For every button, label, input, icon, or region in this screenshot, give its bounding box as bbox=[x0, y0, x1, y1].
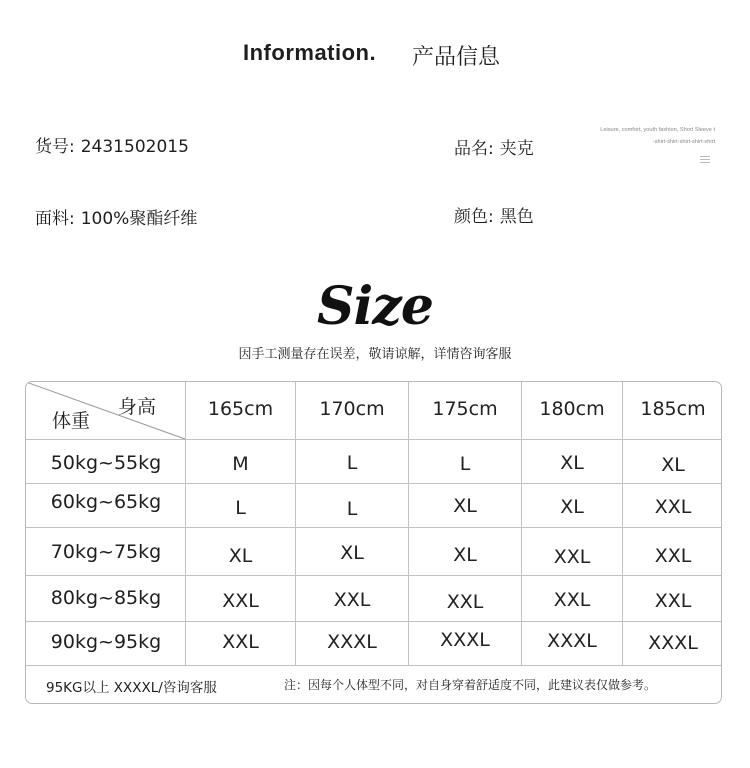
size-cell: XL bbox=[453, 495, 477, 517]
corner-height-label: 身高 bbox=[118, 396, 157, 418]
weight-label: 80kg~85kg bbox=[50, 587, 162, 609]
info-item-fabric bbox=[35, 204, 197, 229]
size-cell: XXL bbox=[654, 545, 692, 567]
list-icon bbox=[700, 156, 710, 166]
grid-line bbox=[26, 527, 722, 528]
height-header: 185cm bbox=[640, 398, 706, 420]
size-cell: M bbox=[232, 453, 249, 475]
grid-line bbox=[408, 382, 409, 665]
size-cell: XXXL bbox=[648, 632, 698, 654]
title-english: Information. bbox=[243, 40, 377, 65]
name-label: 品名: bbox=[454, 139, 494, 159]
table-footer-note-left: 95KG以上 XXXXL/咨询客服 bbox=[46, 680, 217, 696]
corner-weight-label: 体重 bbox=[52, 410, 91, 432]
tagline-line-2: -shirt-shirt-shirt-shirt-shirt bbox=[652, 139, 715, 145]
size-cell: XXL bbox=[553, 546, 591, 568]
size-subnote: 因手工测量存在误差，敬请谅解，详情咨询客服 bbox=[238, 347, 512, 362]
weight-label: 60kg~65kg bbox=[50, 491, 162, 513]
grid-line bbox=[26, 483, 722, 484]
height-header: 175cm bbox=[432, 398, 498, 420]
grid-line bbox=[26, 665, 722, 666]
fabric-label: 面料: bbox=[35, 209, 75, 229]
corner-diagonal bbox=[26, 382, 186, 440]
weight-label: 90kg~95kg bbox=[50, 631, 162, 653]
size-cell: XXL bbox=[553, 589, 591, 611]
grid-line bbox=[295, 382, 296, 665]
weight-label: 70kg~75kg bbox=[50, 541, 162, 563]
size-cell: XL bbox=[560, 452, 584, 474]
size-cell: XXXL bbox=[440, 629, 490, 651]
fabric-value: 100%聚酯纤维 bbox=[80, 209, 198, 229]
size-cell: XXL bbox=[654, 496, 692, 518]
size-cell: L bbox=[346, 452, 358, 474]
weight-label: 50kg~55kg bbox=[50, 452, 162, 474]
name-value: 夹克 bbox=[499, 139, 534, 159]
size-cell: XL bbox=[340, 542, 364, 564]
size-cell: L bbox=[459, 453, 471, 475]
color-value: 黑色 bbox=[499, 207, 534, 227]
grid-line bbox=[521, 382, 522, 665]
title-chinese: 产品信息 bbox=[412, 45, 501, 70]
table-footer-note-right: 注：因每个人体型不同，对自身穿着舒适度不同，此建议表仅做参考。 bbox=[284, 678, 657, 692]
size-cell: XXL bbox=[222, 590, 259, 612]
size-cell: XL bbox=[228, 545, 253, 567]
height-header: 165cm bbox=[207, 398, 274, 420]
size-cell: L bbox=[235, 497, 246, 519]
color-label: 颜色: bbox=[454, 207, 494, 227]
info-item-code bbox=[35, 132, 189, 157]
size-cell: XL bbox=[453, 544, 477, 566]
size-cell: L bbox=[346, 498, 358, 520]
info-item-name bbox=[454, 134, 534, 159]
size-cell: XXXL bbox=[327, 631, 377, 653]
code-value: 2431502015 bbox=[80, 137, 189, 157]
size-cell: XXL bbox=[333, 589, 371, 611]
tagline-line-1: Leisure, comfort, youth fashion, Short Sleeve t bbox=[600, 127, 715, 133]
code-label: 货号: bbox=[35, 137, 75, 157]
size-cell: XXXL bbox=[547, 630, 597, 652]
grid-line bbox=[26, 621, 722, 622]
info-item-color bbox=[454, 202, 534, 227]
decorative-tagline bbox=[560, 124, 715, 148]
grid-line bbox=[622, 382, 623, 665]
grid-line bbox=[26, 575, 722, 576]
size-cell: XXL bbox=[222, 631, 259, 653]
size-cell: XL bbox=[560, 496, 584, 518]
size-heading: Size bbox=[317, 276, 433, 337]
height-header: 180cm bbox=[539, 398, 605, 420]
size-cell: XL bbox=[661, 454, 685, 476]
height-header: 170cm bbox=[319, 398, 385, 420]
size-cell: XXL bbox=[446, 591, 484, 613]
size-table bbox=[25, 381, 722, 704]
size-cell: XXL bbox=[654, 590, 692, 612]
